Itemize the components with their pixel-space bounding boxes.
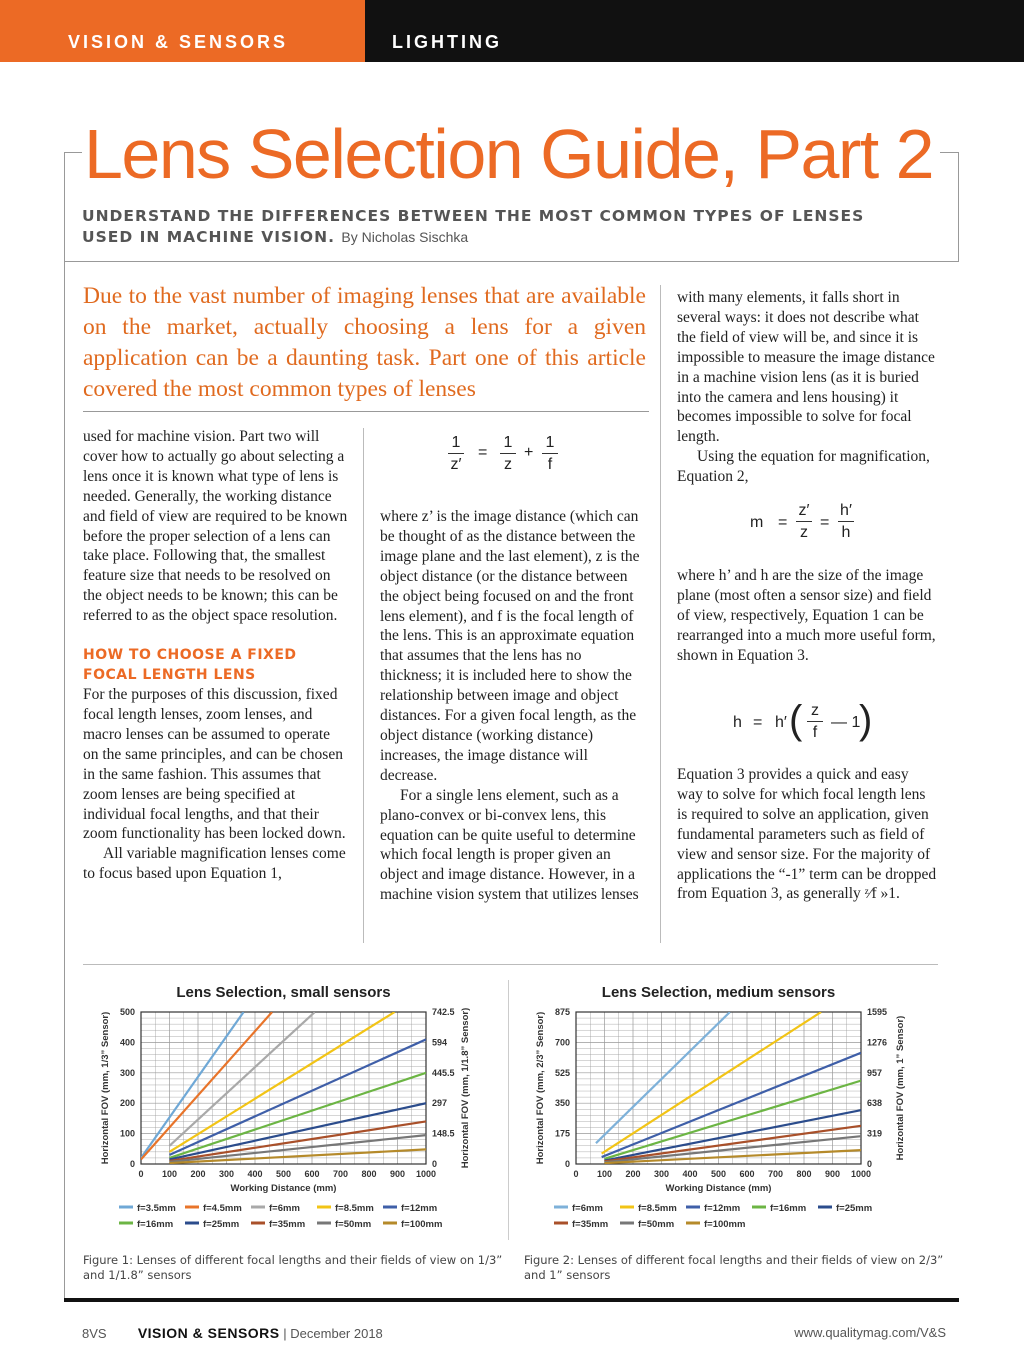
section-tab-background: [0, 0, 365, 62]
byline: By Nicholas Sischka: [341, 229, 469, 245]
column-3-top: [677, 288, 937, 487]
legend-label: f=35mm: [572, 1219, 609, 1230]
frame-right-rule: [958, 152, 959, 262]
eq3-h: h: [733, 714, 742, 731]
legend-label: f=8.5mm: [638, 1203, 677, 1214]
column-2: [380, 507, 645, 905]
eq2-hp: h′: [840, 502, 852, 519]
chart-title: Lens Selection, medium sensors: [601, 984, 836, 1001]
legend-label: f=16mm: [137, 1219, 174, 1230]
y-tick-label: 400: [119, 1037, 135, 1048]
eq2-m: m: [750, 514, 764, 531]
x-tick-label: 200: [625, 1169, 641, 1179]
x-tick-label: 500: [710, 1169, 727, 1179]
col3-paragraph-4: Equation 3 provides a quick and easy way to solve for which focal length lens is required to solve an application, given fundamental parameters such as field of view and sensor size. For the majority of applications the “-1” term can be dropped from Equation 3, as generally ᶻ⁄f »1.: [677, 766, 937, 903]
x-tick-label: 600: [739, 1169, 755, 1179]
eq2-zp: z′: [798, 502, 810, 519]
eq2-z: z: [800, 524, 808, 541]
eq1-denominator-f: f: [547, 456, 553, 473]
legend-label: f=12mm: [401, 1203, 438, 1214]
equation-2: [748, 500, 868, 550]
legend-label: f=6mm: [572, 1203, 603, 1214]
y2-tick-label: 445.5: [432, 1067, 455, 1078]
legend-label: f=25mm: [836, 1203, 873, 1214]
x-tick-label: 1000: [415, 1169, 437, 1179]
col1-paragraph-3: All variable magnification lenses come to focus based upon Equation 1,: [83, 845, 346, 883]
legend-label: f=3.5mm: [137, 1203, 176, 1214]
chart-title: Lens Selection, small sensors: [176, 984, 391, 1001]
eq1-numerator: 1: [451, 434, 461, 451]
footer-date: December 2018: [290, 1326, 383, 1341]
y-axis-label: Horizontal FOV (mm, 1/3” Sensor): [100, 1011, 111, 1165]
legend-label: f=25mm: [203, 1219, 240, 1230]
y2-tick-label: 1276: [867, 1037, 888, 1048]
chart-small-sensors: [83, 975, 503, 1247]
section-header-bar: [0, 0, 1024, 62]
legend-label: f=6mm: [269, 1203, 300, 1214]
y2-tick-label: 148.5: [432, 1128, 455, 1139]
x-tick-label: 100: [596, 1169, 613, 1179]
y-tick-label: 300: [119, 1067, 135, 1078]
eq3-z: z: [811, 702, 819, 719]
col2-paragraph-2: For a single lens element, such as a plano-convex or bi-convex lens, this equation can be quite useful to determine which focal length is proper given an object and image distance. However, in a machine vision system that utilizes lenses: [380, 786, 639, 904]
y-tick-label: 100: [119, 1128, 135, 1139]
legend-label: f=16mm: [770, 1203, 807, 1214]
y2-tick-label: 319: [867, 1128, 883, 1139]
frame-left-rule: [64, 152, 65, 1302]
eq1-equals: =: [478, 444, 488, 461]
x-tick-label: 400: [247, 1169, 263, 1179]
y2-tick-label: 594: [432, 1037, 448, 1048]
legend-label: f=50mm: [335, 1219, 372, 1230]
y-tick-label: 700: [554, 1037, 570, 1048]
figure-2-caption: Figure 2: Lenses of different focal lengths and their fields of view on 2/3” and 1” sensors: [524, 1253, 944, 1282]
y2-tick-label: 1595: [867, 1007, 888, 1017]
eq1-plus: +: [524, 444, 534, 461]
x-axis-label: Working Distance (mm): [230, 1183, 337, 1194]
series-line-f12mm: [602, 1053, 861, 1157]
figure-divider: [508, 980, 509, 1240]
series-group: [596, 1012, 861, 1163]
footer-url: www.qualitymag.com/V&S: [794, 1325, 946, 1340]
x-tick-label: 300: [653, 1169, 670, 1179]
y-axis-label: Horizontal FOV (mm, 2/3” Sensor): [535, 1011, 546, 1165]
y2-tick-label: 0: [432, 1159, 438, 1169]
article-deck: [82, 206, 882, 248]
pull-quote: Due to the vast number of imaging lenses that are available on the market, actually choosing a lens for a given application can be a daunting task. Part one of this article covered the most common types of lenses: [83, 283, 646, 402]
y-tick-label: 0: [564, 1159, 570, 1169]
eq3-hp: h′: [775, 714, 787, 731]
section-label: VISION & SENSORS: [68, 32, 289, 52]
legend-label: f=12mm: [704, 1203, 741, 1214]
figure-separator: [83, 964, 938, 965]
x-tick-label: 900: [389, 1169, 406, 1179]
x-tick-label: 400: [682, 1169, 698, 1179]
column-3-middle: [677, 566, 937, 666]
y-tick-label: 500: [119, 1007, 135, 1017]
column-3-bottom: [677, 765, 937, 904]
y2-axis-label: Horizontal FOV (mm, 1” Sensor): [895, 1015, 906, 1161]
eq3-minus-one: — 1: [831, 714, 861, 731]
x-tick-label: 200: [190, 1169, 206, 1179]
subheading-fixed-focal: HOW TO CHOOSE A FIXED FOCAL LENGTH LENS: [83, 647, 297, 684]
equation-1: [446, 432, 566, 482]
legend-label: f=4.5mm: [203, 1203, 242, 1214]
y2-tick-label: 297: [432, 1098, 448, 1109]
eq3-left-paren: (: [789, 698, 803, 742]
x-tick-label: 100: [161, 1169, 178, 1179]
col1-paragraph-2: For the purposes of this discussion, fixed focal length lenses, zoom lenses, and macro lenses can be assumed to operate on the same principles, and can be chosen in the same fashion. This assumes that zoom lenses are being specified at individual focal lengths, and that their zoom functionality has been locked down.: [83, 686, 346, 843]
y2-tick-label: 638: [867, 1098, 883, 1109]
eq1-denominator-zp: z′: [450, 456, 462, 473]
deck-text: UNDERSTAND THE DIFFERENCES BETWEEN THE MOST COMMON TYPES OF LENSES USED IN MACHINE VISION.: [82, 207, 865, 246]
x-tick-label: 800: [796, 1169, 812, 1179]
legend-label: f=100mm: [704, 1219, 746, 1230]
column-divider-2: [660, 285, 661, 943]
y2-tick-label: 0: [867, 1159, 873, 1169]
y-tick-label: 175: [554, 1128, 570, 1139]
deck-bottom-rule: [64, 261, 959, 262]
y2-tick-label: 957: [867, 1067, 883, 1078]
x-tick-label: 0: [573, 1169, 579, 1179]
x-tick-label: 800: [361, 1169, 377, 1179]
topic-label: LIGHTING: [392, 32, 502, 52]
eq2-equals-2: =: [820, 514, 830, 531]
column-1: [83, 427, 349, 884]
legend-label: f=100mm: [401, 1219, 443, 1230]
eq3-right-paren: ): [859, 698, 873, 742]
x-tick-label: 500: [275, 1169, 292, 1179]
equation-3: [733, 700, 883, 750]
y2-axis-label: Horizontal FOV (mm, 1/1.8” Sensor): [460, 1007, 471, 1169]
chart-medium-sensors: [518, 975, 938, 1247]
x-tick-label: 300: [218, 1169, 235, 1179]
col3-paragraph-2: Using the equation for magnification, Equation 2,: [677, 448, 930, 486]
footer-left: [82, 1325, 383, 1341]
eq2-h: h: [841, 524, 851, 541]
x-tick-label: 600: [304, 1169, 320, 1179]
x-axis-label: Working Distance (mm): [665, 1183, 772, 1194]
series-line-f6mm: [596, 1012, 730, 1143]
page-number: 8VS: [82, 1326, 107, 1341]
y-tick-label: 200: [119, 1098, 135, 1109]
x-tick-label: 700: [332, 1169, 349, 1179]
legend-label: f=50mm: [638, 1219, 675, 1230]
legend-label: f=8.5mm: [335, 1203, 374, 1214]
eq2-equals-1: =: [778, 514, 788, 531]
y-tick-label: 525: [554, 1067, 570, 1078]
x-tick-label: 1000: [850, 1169, 872, 1179]
pullquote-rule: [83, 411, 649, 412]
legend-label: f=35mm: [269, 1219, 306, 1230]
y-tick-label: 0: [129, 1159, 135, 1169]
y2-tick-label: 742.5: [432, 1007, 455, 1017]
title-rule-right: [940, 152, 958, 153]
eq1-denominator-z: z: [504, 456, 512, 473]
title-rule-left: [64, 152, 82, 153]
eq1-numerator: 1: [545, 434, 555, 451]
eq3-f: f: [812, 724, 818, 741]
col3-paragraph-3: where h’ and h are the size of the image plane (most often a sensor size) and field of view, respectively, Equation 1 can be rearranged into a much more useful form, shown in Equation 3.: [677, 567, 936, 664]
y-tick-label: 350: [554, 1098, 570, 1109]
column-divider-1: [363, 428, 364, 943]
eq3-equals: =: [753, 714, 763, 731]
article-title: Lens Selection Guide, Part 2: [84, 115, 934, 193]
col1-paragraph-1: used for machine vision. Part two will cover how to actually go about selecting a lens once it is known what type of lens is needed. Generally, the working distance and field of view are required to be known before the proper selection of a lens can take place. Following that, the smallest feature size that needs to be resolved on the object needs to be known; this can be referred to as the object space resolution.: [83, 428, 348, 625]
x-tick-label: 0: [138, 1169, 144, 1179]
figure-1-caption: Figure 1: Lenses of different focal lengths and their fields of view on 1/3” and 1/1.8” sensors: [83, 1253, 503, 1282]
col2-paragraph-1: where z’ is the image distance (which can be thought of as the distance between the image plane and the last element), z is the object distance (or the distance between the object being focused on and the front lens element), and f is the focal length of the lens. This is an approximate equation that assumes that the lens has no thickness; it is included here to show the relationship between image and object distances. For a given focal length, as the object distance (working distance) increases, the image distance will decrease.: [380, 508, 640, 784]
footer-separator: |: [283, 1326, 287, 1341]
footer-bar: [64, 1298, 959, 1302]
x-tick-label: 900: [824, 1169, 841, 1179]
x-tick-label: 700: [767, 1169, 784, 1179]
eq1-numerator: 1: [503, 434, 513, 451]
y-tick-label: 875: [554, 1007, 570, 1017]
col3-paragraph-1: with many elements, it falls short in several ways: it does not describe what the field of view will be, and since it is impossible to measure the image distance in a machine vision lens (as it is buried into the camera and lens housing) it becomes impossible to solve for focal length.: [677, 289, 935, 446]
footer-brand: VISION & SENSORS: [137, 1325, 280, 1341]
